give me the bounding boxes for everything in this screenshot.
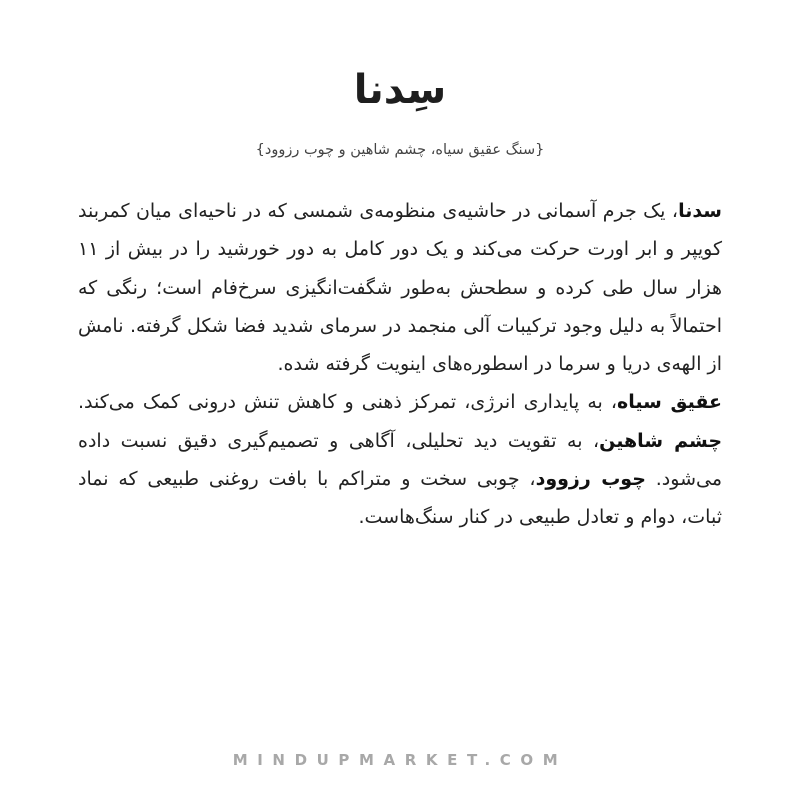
black-agate-name: عقیق سیاه [617,391,722,414]
sedna-name: سدنا [678,200,722,222]
description-body [78,192,722,537]
page-title: سِدنا [353,67,447,113]
intro-text: ، یک جرم آسمانی در حاشیه‌ی منظومه‌ی شمسی که در ناحیه‌ای میان کمربند کویپر و ابر اورت حرکت می‌کند و یک دور کامل به دور خورشید را در بیش از ۱۱ هزار سال طی کرده و سطحش به‌طور شگفت‌انگیزی سرخ‌فام است؛ رنگی که احتمالاً به دلیل وجود ترکیبات آلی منجمد در سرمای شدید فضا شکل گرفته. نامش از الهه‌ی دریا و سرما در اسطوره‌های اینویت گرفته شده. [78,200,722,376]
black-agate-text: ، به پایداری انرژی، تمرکز ذهنی و کاهش تنش درونی کمک می‌کند. [78,391,618,414]
site-footer-url: MINDUPMARKET.COM [232,751,568,769]
materials-subtitle: {سنگ عقیق سیاه، چشم شاهین و چوب رزوود} [255,142,545,158]
hawk-eye-text: ، به تقویت دید تحلیلی، آگاهی و تصمیم‌گیری دقیق نسبت داده می‌شود. [78,429,722,491]
materials-paragraph [78,383,722,536]
rosewood-name: چوب رزوود [535,468,646,491]
hawk-eye-name: چشم شاهین [599,429,723,452]
rosewood-text: ، چوبی سخت و متراکم با بافت روغنی طبیعی که نماد ثبات، دوام و تعادل طبیعی در کنار سنگ‌هاست. [78,468,722,529]
intro-paragraph [78,192,722,383]
